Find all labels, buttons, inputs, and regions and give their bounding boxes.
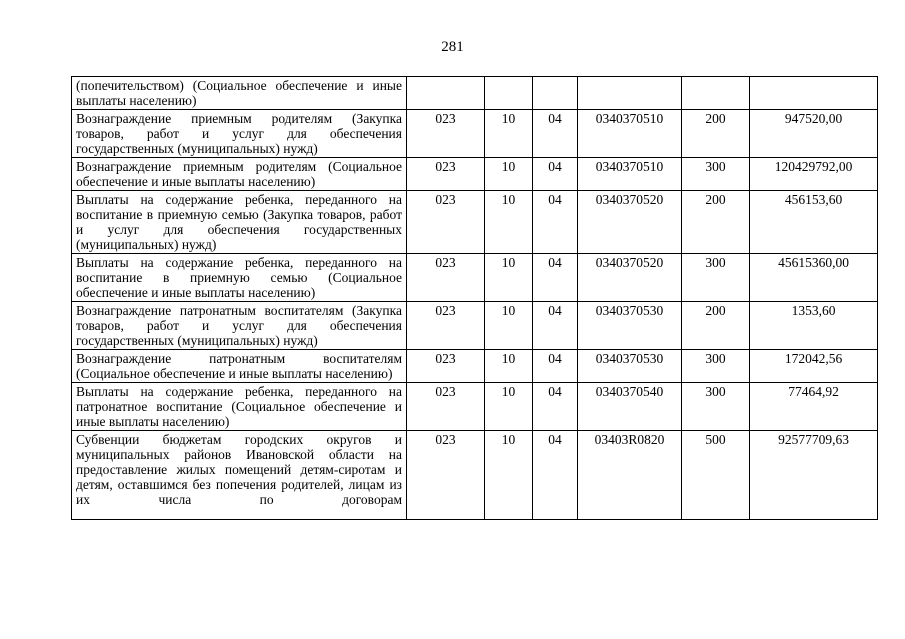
table-row bbox=[72, 77, 878, 110]
table-row bbox=[72, 158, 878, 191]
row-expense-type: 300 bbox=[682, 383, 750, 431]
row-target-article bbox=[578, 77, 682, 110]
row-description: Вознаграждение приемным родителям (Закупка товаров, работ и услуг для обеспечения государственных (муниципальных) нужд) bbox=[72, 110, 407, 158]
table-row bbox=[72, 431, 878, 520]
table-row bbox=[72, 191, 878, 254]
row-grbs: 023 bbox=[407, 383, 485, 431]
row-expense-type: 300 bbox=[682, 158, 750, 191]
row-description: Выплаты на содержание ребенка, переданного на воспитание в приемную семью (Социальное обеспечение и иные выплаты населению) bbox=[72, 254, 407, 302]
budget-table bbox=[71, 76, 878, 520]
row-expense-type: 200 bbox=[682, 191, 750, 254]
row-description: Субвенции бюджетам городских округов и муниципальных районов Ивановской области на предоставление жилых помещений детям-сиротам и детям, оставшимся без попечения родителей, лицам из их числа по договорам bbox=[72, 431, 407, 520]
row-section: 10 bbox=[485, 302, 533, 350]
row-amount: 456153,60 bbox=[750, 191, 878, 254]
row-grbs: 023 bbox=[407, 110, 485, 158]
row-description: Вознаграждение приемным родителям (Социальное обеспечение и иные выплаты населению) bbox=[72, 158, 407, 191]
row-subsection: 04 bbox=[533, 110, 578, 158]
row-expense-type: 200 bbox=[682, 110, 750, 158]
row-description: Выплаты на содержание ребенка, переданного на воспитание в приемную семью (Закупка товаров, работ и услуг для обеспечения государственных (муниципальных) нужд) bbox=[72, 191, 407, 254]
row-expense-type: 300 bbox=[682, 350, 750, 383]
row-subsection: 04 bbox=[533, 254, 578, 302]
row-amount: 92577709,63 bbox=[750, 431, 878, 520]
row-grbs: 023 bbox=[407, 158, 485, 191]
row-grbs: 023 bbox=[407, 431, 485, 520]
row-grbs bbox=[407, 77, 485, 110]
row-grbs: 023 bbox=[407, 350, 485, 383]
row-target-article: 0340370520 bbox=[578, 254, 682, 302]
row-amount: 172042,56 bbox=[750, 350, 878, 383]
row-description: Вознаграждение патронатным воспитателям (Закупка товаров, работ и услуг для обеспечения государственных (муниципальных) нужд) bbox=[72, 302, 407, 350]
row-section: 10 bbox=[485, 254, 533, 302]
row-amount: 947520,00 bbox=[750, 110, 878, 158]
row-amount: 77464,92 bbox=[750, 383, 878, 431]
row-subsection bbox=[533, 77, 578, 110]
row-section bbox=[485, 77, 533, 110]
row-section: 10 bbox=[485, 350, 533, 383]
table-row bbox=[72, 302, 878, 350]
row-subsection: 04 bbox=[533, 350, 578, 383]
row-expense-type bbox=[682, 77, 750, 110]
row-target-article: 0340370510 bbox=[578, 158, 682, 191]
row-amount: 120429792,00 bbox=[750, 158, 878, 191]
row-description: Вознаграждение патронатным воспитателям (Социальное обеспечение и иные выплаты населению) bbox=[72, 350, 407, 383]
table-row bbox=[72, 110, 878, 158]
row-description: Выплаты на содержание ребенка, переданного на патронатное воспитание (Социальное обеспечение и иные выплаты населению) bbox=[72, 383, 407, 431]
row-subsection: 04 bbox=[533, 431, 578, 520]
row-section: 10 bbox=[485, 191, 533, 254]
row-target-article: 0340370540 bbox=[578, 383, 682, 431]
row-expense-type: 500 bbox=[682, 431, 750, 520]
row-section: 10 bbox=[485, 158, 533, 191]
page-number: 281 bbox=[441, 39, 464, 55]
row-subsection: 04 bbox=[533, 158, 578, 191]
row-target-article: 0340370510 bbox=[578, 110, 682, 158]
row-expense-type: 300 bbox=[682, 254, 750, 302]
row-expense-type: 200 bbox=[682, 302, 750, 350]
table-row bbox=[72, 350, 878, 383]
row-target-article: 0340370530 bbox=[578, 350, 682, 383]
row-target-article: 03403R0820 bbox=[578, 431, 682, 520]
row-subsection: 04 bbox=[533, 191, 578, 254]
row-grbs: 023 bbox=[407, 302, 485, 350]
table-row bbox=[72, 254, 878, 302]
row-amount: 45615360,00 bbox=[750, 254, 878, 302]
row-section: 10 bbox=[485, 431, 533, 520]
table-row bbox=[72, 383, 878, 431]
row-subsection: 04 bbox=[533, 383, 578, 431]
row-subsection: 04 bbox=[533, 302, 578, 350]
row-amount bbox=[750, 77, 878, 110]
row-target-article: 0340370520 bbox=[578, 191, 682, 254]
row-target-article: 0340370530 bbox=[578, 302, 682, 350]
row-grbs: 023 bbox=[407, 191, 485, 254]
row-section: 10 bbox=[485, 110, 533, 158]
row-grbs: 023 bbox=[407, 254, 485, 302]
row-amount: 1353,60 bbox=[750, 302, 878, 350]
row-description: (попечительством) (Социальное обеспечение и иные выплаты населению) bbox=[72, 77, 407, 110]
row-section: 10 bbox=[485, 383, 533, 431]
